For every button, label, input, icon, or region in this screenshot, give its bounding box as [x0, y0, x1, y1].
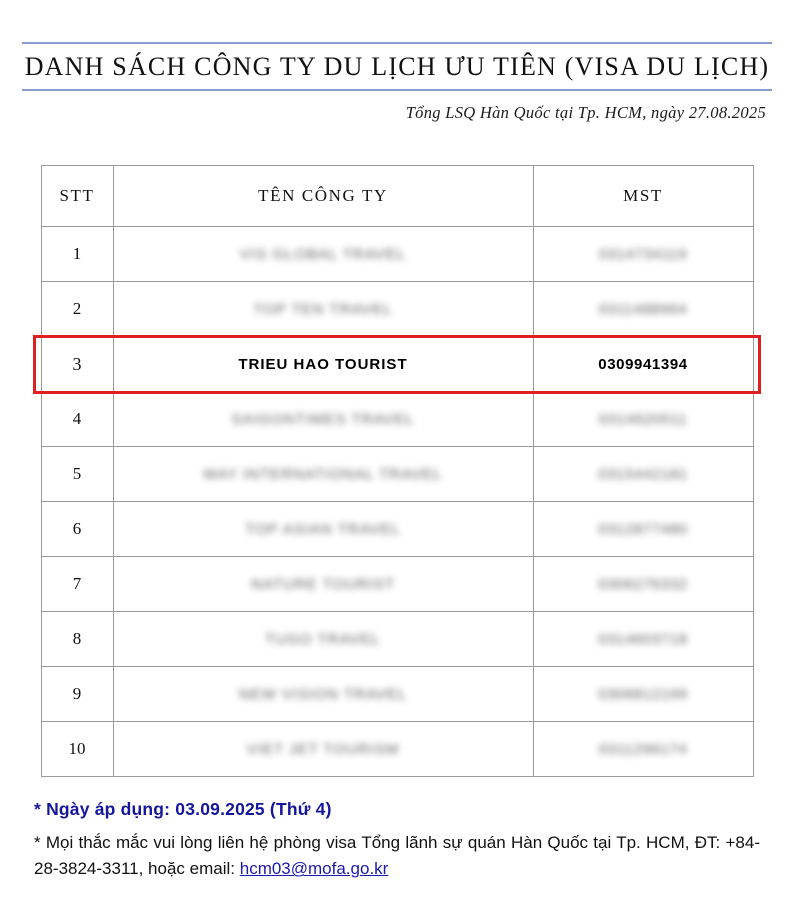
column-header-company: TÊN CÔNG TY	[113, 166, 533, 227]
apply-date-value: 03.09.2025 (Thứ 4)	[175, 799, 332, 819]
table-row	[41, 227, 753, 282]
footer-notes	[22, 799, 772, 883]
company-table	[41, 165, 754, 777]
table-row	[41, 722, 753, 777]
cell-mst: 0309941394	[533, 337, 753, 392]
cell-mst: 0312877480	[533, 502, 753, 557]
document-subtitle: Tổng LSQ Hàn Quốc tại Tp. HCM, ngày 27.08.2025	[405, 103, 766, 122]
column-header-mst: MST	[533, 166, 753, 227]
cell-mst: 0306812199	[533, 667, 753, 722]
cell-mst: 0311296174	[533, 722, 753, 777]
cell-stt: 9	[41, 667, 113, 722]
cell-stt: 10	[41, 722, 113, 777]
cell-company-name: TOP ASIAN TRAVEL	[113, 502, 533, 557]
title-rule-top	[22, 42, 772, 44]
cell-mst: 0314603718	[533, 612, 753, 667]
title-rule-bottom	[22, 89, 772, 91]
bullet-star-icon-2: *	[34, 833, 41, 852]
title-block	[22, 30, 772, 123]
cell-company-name: TUGO TRAVEL	[113, 612, 533, 667]
cell-stt: 7	[41, 557, 113, 612]
apply-date-label: Ngày áp dụng:	[46, 799, 171, 819]
table-row	[41, 447, 753, 502]
cell-company-name: VIET JET TOURISM	[113, 722, 533, 777]
cell-company-name: TOP TEN TRAVEL	[113, 282, 533, 337]
table-row	[41, 392, 753, 447]
table-body	[41, 227, 753, 777]
cell-company-name: NATURE TOURIST	[113, 557, 533, 612]
cell-company-name: TRIEU HAO TOURIST	[113, 337, 533, 392]
page-title: DANH SÁCH CÔNG TY DU LỊCH ƯU TIÊN (VISA DU LỊCH)	[24, 52, 770, 81]
table-row	[41, 337, 753, 392]
cell-stt: 3	[41, 337, 113, 392]
cell-stt: 4	[41, 392, 113, 447]
table-row	[41, 502, 753, 557]
column-header-stt: STT	[41, 166, 113, 227]
table-row	[41, 612, 753, 667]
cell-company-name: NEW VISION TRAVEL	[113, 667, 533, 722]
contact-email-link[interactable]: hcm03@mofa.go.kr	[239, 859, 389, 879]
table-row	[41, 667, 753, 722]
bullet-star-icon: *	[34, 799, 42, 819]
cell-mst: 0314620511	[533, 392, 753, 447]
cell-mst: 0315442181	[533, 447, 753, 502]
table-row	[41, 282, 753, 337]
cell-company-name: SAIGONTIMES TRAVEL	[113, 392, 533, 447]
contact-note	[34, 830, 760, 883]
table-header-row	[41, 166, 753, 227]
cell-stt: 2	[41, 282, 113, 337]
apply-date-note	[34, 799, 760, 820]
document-body	[22, 30, 772, 883]
cell-mst: 0306276332	[533, 557, 753, 612]
cell-stt: 5	[41, 447, 113, 502]
cell-company-name: VIS GLOBAL TRAVEL	[113, 227, 533, 282]
cell-mst: 0311488964	[533, 282, 753, 337]
company-table-zone	[22, 165, 772, 777]
contact-note-text: Mọi thắc mắc vui lòng liên hệ phòng visa Tổng lãnh sự quán Hàn Quốc tại Tp. HCM, ĐT: +84-28-3824-3311, hoặc email:	[34, 833, 760, 879]
cell-stt: 1	[41, 227, 113, 282]
table-row	[41, 557, 753, 612]
cell-company-name: MAY INTERNATIONAL TRAVEL	[113, 447, 533, 502]
cell-stt: 6	[41, 502, 113, 557]
cell-stt: 8	[41, 612, 113, 667]
cell-mst: 0314734119	[533, 227, 753, 282]
